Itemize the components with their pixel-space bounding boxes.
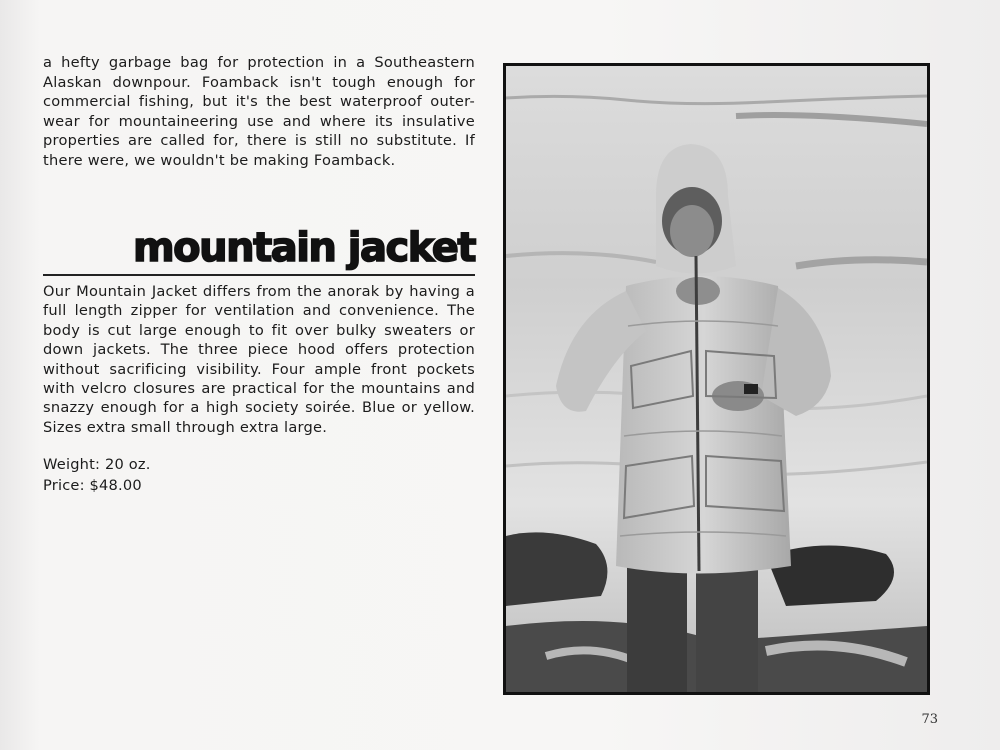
description-paragraph: Our Mountain Jacket differs from the anorak by having a full length zipper for ventilation and convenience. The body is cut large enough to fit over bulky sweaters or down jackets. The three piece hood offers protection without sacrificing visibility. Four ample front pockets with velcro closures are practical for the mountains and snazzy enough for a high society soirée. Blue or yellow. Sizes extra small through extra large.	[43, 283, 475, 436]
product-description	[43, 282, 475, 437]
product-photo	[503, 63, 930, 695]
photo-illustration	[506, 66, 927, 692]
price-spec: Price: $48.00	[43, 477, 142, 494]
heading-rule	[43, 274, 475, 276]
intro-paragraph: a hefty garbage bag for protection in a Southeastern Alaskan downpour. Foamback isn't tough enough for commercial fishing, but it's the best waterproof outer-wear for mountaineering use and where its insulative properties are called for, there is still no substitute. If there were, we wouldn't be making Foamback.	[43, 54, 475, 169]
page-number: 73	[921, 712, 938, 727]
weight-spec: Weight: 20 oz.	[43, 456, 151, 473]
section-heading: mountain jacket	[132, 225, 475, 271]
